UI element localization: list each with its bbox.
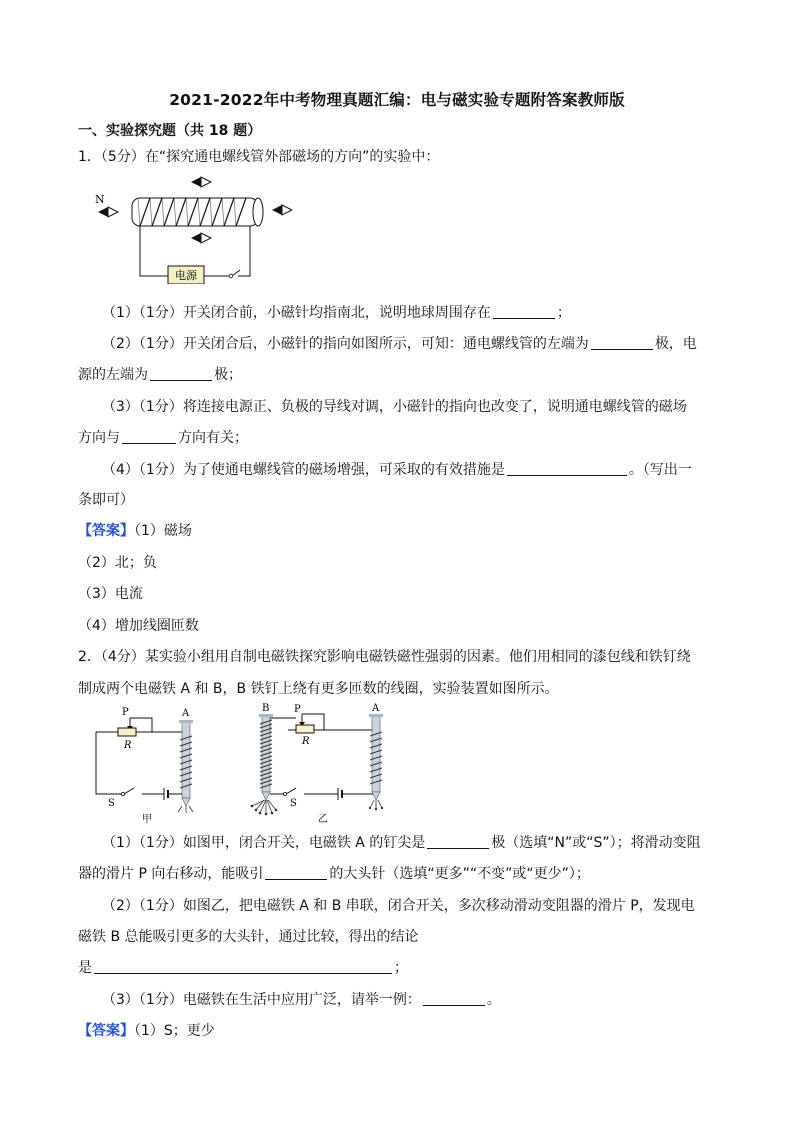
q2-part2: （2）（1分）如图乙，把电磁铁 A 和 B 串联，闭合开关，多次移动滑动变阻器的滑片 P，发现电 (102, 898, 695, 914)
nail-a-jia (178, 720, 193, 813)
q2-answer-1: 【答案】（1）S；更少 (78, 1023, 215, 1039)
jia-battery (164, 788, 168, 800)
jia-label-r: R (124, 740, 132, 751)
q1-part3: （3）（1分）将连接电源正、负极的导线对调，小磁针的指向也改变了，说明通电螺线管的磁场 (102, 399, 687, 415)
q1-solenoid-figure (88, 172, 308, 284)
q1-blank-4 (122, 429, 176, 444)
power-source-label: 电源 (175, 269, 197, 282)
q2-blank-2 (265, 865, 327, 880)
answer-tag: 【答案】 (78, 1023, 134, 1039)
q2-blank-3 (94, 959, 392, 974)
yi-circuit-wires (270, 714, 376, 794)
q1-blank-5 (507, 461, 627, 476)
nail-a-yi (369, 714, 383, 810)
yi-label-p: P (294, 704, 301, 715)
solenoid (132, 198, 263, 226)
q2-part1: （1）（1分）如图甲，闭合开关，电磁铁 A 的钉尖是 极（选填“N”或“S”）；将滑动变阻 (102, 835, 701, 851)
switch-contact (229, 274, 233, 278)
jia-label-a: A (182, 708, 190, 719)
q1-part4: （4）（1分）为了使通电螺线管的磁场增强，可采取的有效措施是 。（写出一 (102, 462, 692, 478)
answer-tag: 【答案】 (78, 523, 134, 539)
q1-part2: （2）（1分）开关闭合后，小磁针的指向如图所示，可知：通电螺线管的左端为 极，电 (102, 336, 697, 352)
jia-rheostat (118, 728, 136, 736)
yi-switch-contact (283, 792, 286, 795)
q2-part3: （3）（1分）电磁铁在生活中应用广泛，请举一例： 。 (102, 992, 501, 1008)
jia-label-s: S (108, 798, 115, 809)
q2-stem-line1: 2．（4分）某实验小组用自制电磁铁探究影响电磁铁磁性强弱的因素。他们用相同的漆包线和铁钉绕 (78, 649, 691, 665)
compass-needle-right (272, 205, 292, 215)
q1-answer-3: （3）电流 (78, 586, 143, 602)
q2-part2-end: 是 ； (78, 960, 408, 976)
q1-blank-1 (493, 304, 555, 319)
yi-battery (338, 788, 342, 800)
nail-b-yi (251, 714, 278, 815)
q2-figure-jia (88, 702, 208, 824)
q2-stem-line2: 制成两个电磁铁 A 和 B，B 铁钉上绕有更多匝数的线圈，实验装置如图所示。 (78, 681, 559, 697)
q1-part3-cont: 方向与 方向有关； (78, 430, 248, 446)
document-title: 2021-2022年中考物理真题汇编：电与磁实验专题附答案教师版 (169, 91, 625, 109)
jia-switch-contact (121, 792, 124, 795)
q2-part1-cont: 器的滑片 P 向右移动，能吸引 的大头针（选填“更多”“不变”或“更少”）； (78, 866, 590, 882)
yi-label-b: B (262, 703, 270, 714)
compass-needle-top (191, 177, 211, 187)
jia-circuit-wires (96, 718, 184, 794)
q1-answer-1: 【答案】（1）磁场 (78, 523, 192, 539)
q2-blank-4 (423, 991, 485, 1006)
q1-blank-2 (591, 335, 653, 350)
q1-blank-3 (150, 366, 212, 381)
q1-part4-cont: 条即可） (78, 492, 134, 508)
north-label: N (95, 193, 105, 206)
yi-label-s: S (290, 798, 297, 809)
q1-answer-2: （2）北；负 (78, 555, 157, 571)
q1-part2-cont: 源的左端为 极； (78, 367, 242, 383)
q2-part2-cont: 磁铁 B 总能吸引更多的大头针，通过比较，得出的结论 (78, 929, 419, 945)
yi-rheostat (296, 725, 314, 733)
jia-label-p: P (122, 707, 129, 718)
section-heading: 一、实验探究题（共 18 题） (78, 123, 262, 139)
compass-needle-left (98, 207, 118, 217)
yi-label-r: R (302, 736, 310, 747)
q1-stem: 1．（5分）在“探究通电螺线管外部磁场的方向”的实验中： (78, 149, 440, 165)
q1-part1: （1）（1分）开关闭合前，小磁针均指南北，说明地球周围存在 ； (102, 305, 571, 321)
yi-label-a: A (372, 703, 380, 714)
compass-needle-bottom (191, 233, 211, 243)
yi-caption: 乙 (318, 814, 328, 824)
q2-blank-1 (427, 834, 489, 849)
q1-answer-4: （4）增加线圈匝数 (78, 618, 199, 634)
q2-figure-yi (246, 700, 396, 824)
jia-caption: 甲 (142, 814, 152, 824)
